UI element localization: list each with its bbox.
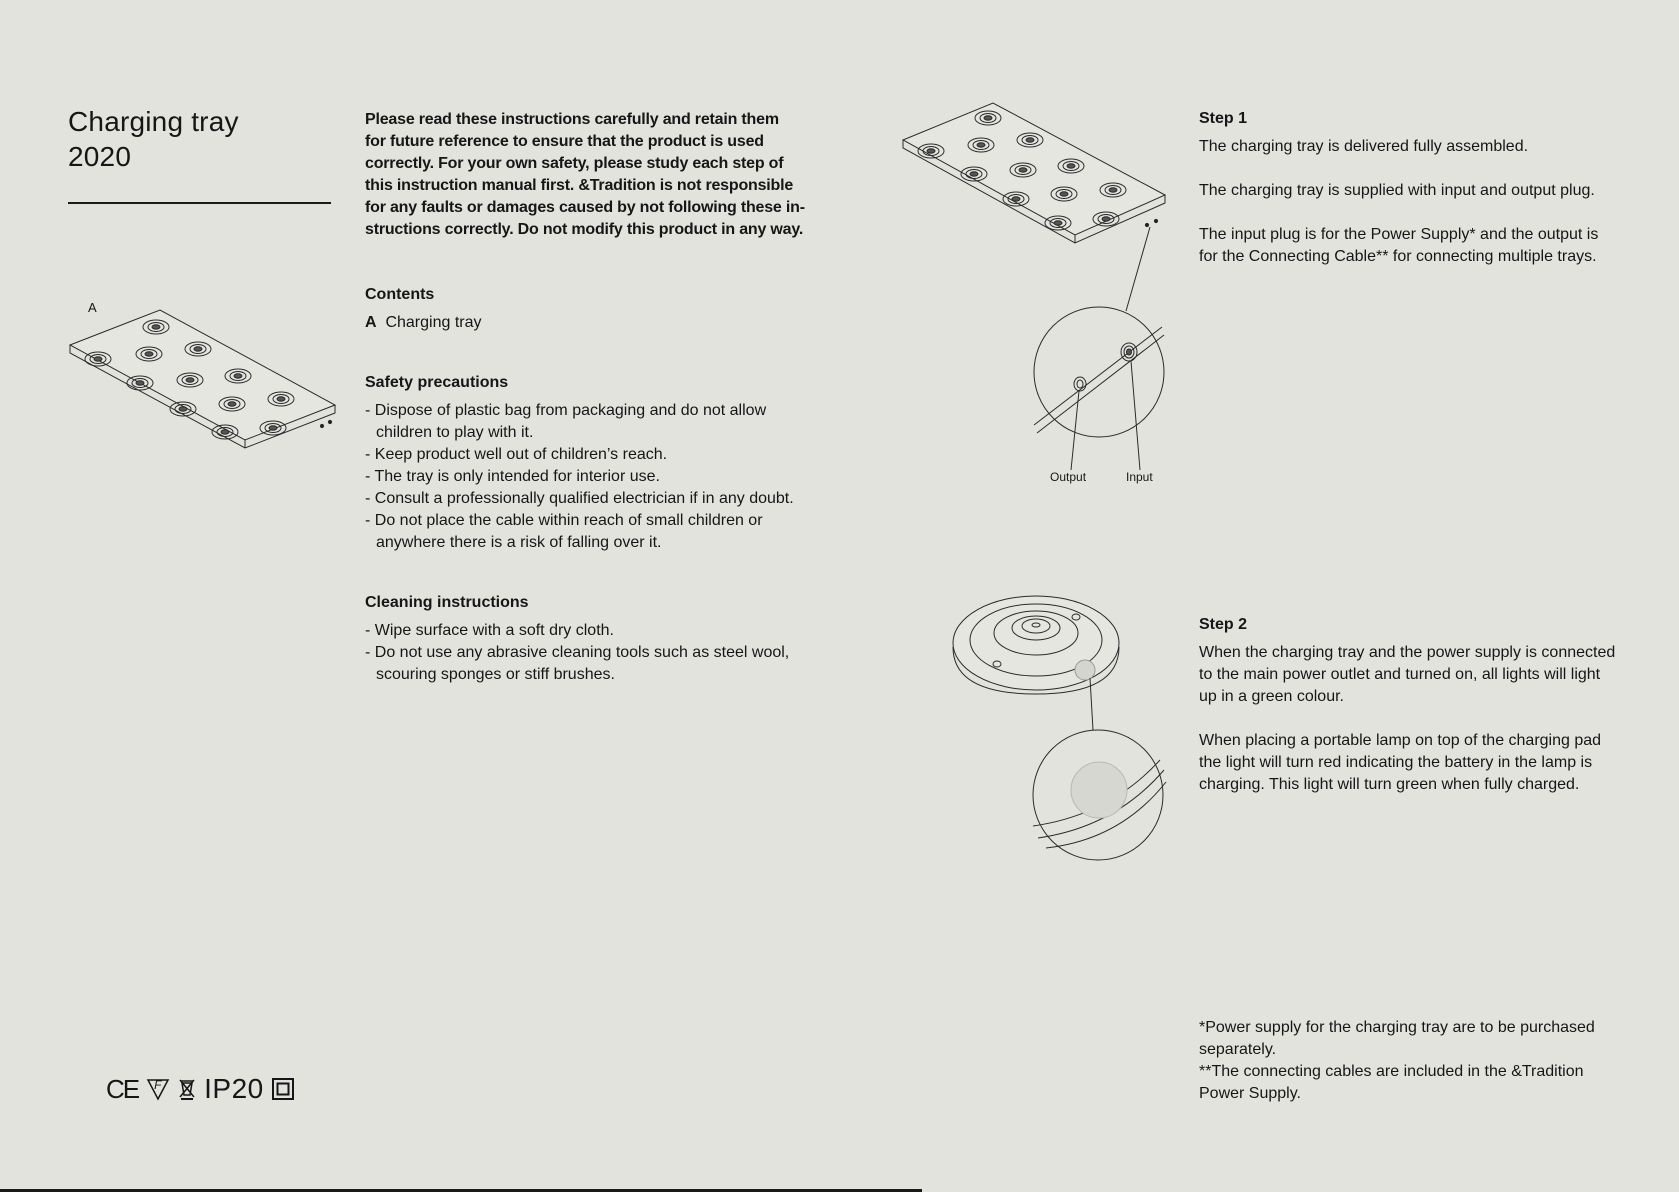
page-title (68, 104, 239, 174)
contents-item (365, 312, 785, 334)
intro-line: for future reference to ensure that the product is used (365, 133, 764, 150)
safety-line: anywhere there is a risk of falling over it. (376, 534, 662, 551)
output-label: Output (1050, 470, 1087, 484)
step1-paragraph (1199, 224, 1639, 268)
title-divider (68, 202, 331, 204)
intro-line: Please read these instructions carefully and retain them (365, 111, 779, 128)
step2-line: to the main power outlet and turned on, all lights will light (1199, 666, 1601, 683)
cleaning-line: - Wipe surface with a soft dry cloth. (365, 622, 614, 639)
footnote-line: *Power supply for the charging tray are to be purchased (1199, 1019, 1595, 1036)
safety-section (365, 372, 794, 554)
safety-line: - Dispose of plastic bag from packaging and do not allow (365, 402, 767, 419)
safety-line: - Keep product well out of children’s reach. (365, 446, 668, 463)
title-line-1: Charging tray (68, 106, 239, 137)
safety-heading: Safety precautions (365, 374, 509, 391)
tray-illustration-a (60, 300, 340, 480)
cleaning-line: scouring sponges or stiff brushes. (376, 666, 615, 683)
step1-line: for the Connecting Cable** for connecting multiple trays. (1199, 248, 1597, 265)
intro-line: structions correctly. Do not modify this product in any way. (365, 221, 804, 238)
ip-rating: IP20 (204, 1073, 264, 1104)
step2-line: up in a green colour. (1199, 688, 1344, 705)
step2-line: When placing a portable lamp on top of the charging pad (1199, 732, 1602, 749)
step1-heading: Step 1 (1199, 110, 1248, 127)
step1-section (1199, 108, 1639, 268)
safety-line: - Consult a professionally qualified electrician if in any doubt. (365, 490, 794, 507)
intro-line: for any faults or damages caused by not following these in- (365, 199, 805, 216)
safety-line: - The tray is only intended for interior use. (365, 468, 660, 485)
step2-line: the light will turn red indicating the battery in the lamp is (1199, 754, 1593, 771)
f-triangle-icon (146, 1077, 170, 1101)
cleaning-heading: Cleaning instructions (365, 594, 529, 611)
step1-line: The input plug is for the Power Supply* and the output is (1199, 226, 1599, 243)
cleaning-section (365, 592, 790, 686)
footnotes (1199, 1017, 1639, 1105)
step2-section (1199, 614, 1639, 796)
footnote-line: Power Supply. (1199, 1085, 1301, 1102)
step2-paragraph (1199, 642, 1639, 708)
contents-item-letter: A (365, 314, 377, 331)
step2-line: charging. This light will turn green when fully charged. (1199, 776, 1580, 793)
intro-notice (365, 109, 805, 241)
step1-paragraph: The charging tray is supplied with input and output plug. (1199, 182, 1595, 199)
tray-illustration-step1 (895, 95, 1175, 495)
f-mark-letter: F (154, 1078, 162, 1092)
contents-section (365, 284, 785, 334)
charging-pad-illustration (950, 590, 1170, 870)
safety-line: - Do not place the cable within reach of small children or (365, 512, 763, 529)
contents-item-label: Charging tray (385, 314, 482, 331)
intro-line: this instruction manual first. &Tradition is not responsible (365, 177, 794, 194)
cleaning-line: - Do not use any abrasive cleaning tools such as steel wool, (365, 644, 790, 661)
step1-paragraph: The charging tray is delivered fully assembled. (1199, 138, 1529, 155)
certification-marks (106, 1071, 294, 1107)
input-label: Input (1126, 470, 1153, 484)
title-line-2: 2020 (68, 141, 132, 172)
contents-heading: Contents (365, 286, 435, 303)
ce-mark-icon: CE (106, 1073, 139, 1104)
safety-line: children to play with it. (376, 424, 534, 441)
step2-paragraph (1199, 730, 1639, 796)
intro-line: correctly. For your own safety, please study each step of (365, 155, 784, 172)
figure-a-label: A (88, 300, 97, 315)
step2-line: When the charging tray and the power supply is connected (1199, 644, 1616, 661)
footnote-line: separately. (1199, 1041, 1277, 1058)
footnote-line: **The connecting cables are included in the &Tradition (1199, 1063, 1584, 1080)
step2-heading: Step 2 (1199, 616, 1248, 633)
class-ii-icon (272, 1078, 294, 1100)
weee-bin-icon (178, 1077, 196, 1101)
